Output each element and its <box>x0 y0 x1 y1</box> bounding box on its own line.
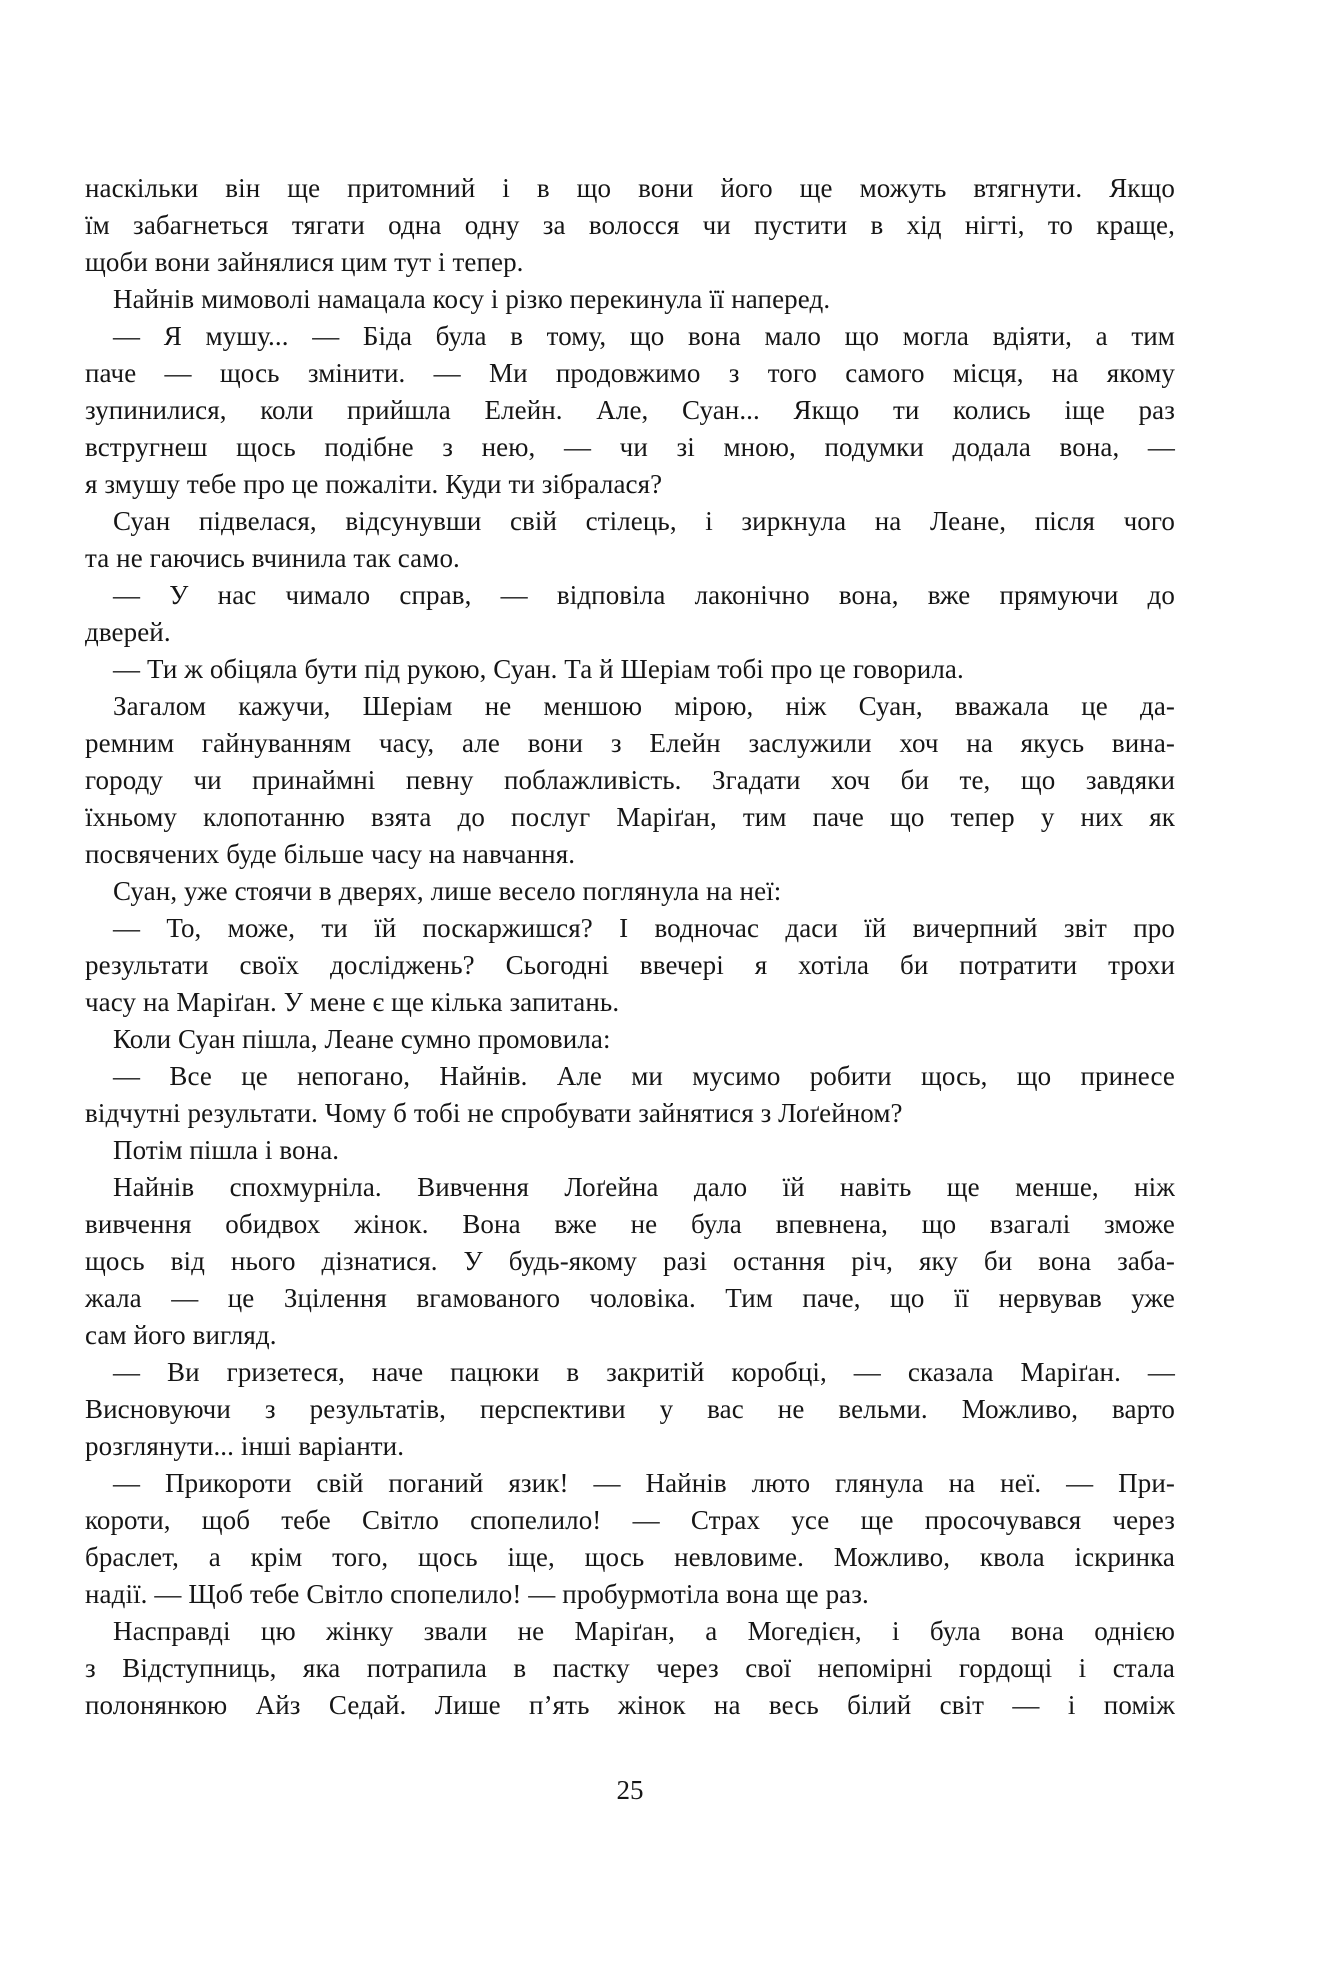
text-line: результати своїх досліджень? Сьогодні ввечері я хотіла би потратити трохи <box>85 950 1175 980</box>
text-line: часу на Маріґан. У мене є ще кілька запитань. <box>85 987 620 1017</box>
text-line: встругнеш щось подібне з нею, — чи зі мною, подумки додала вона, — <box>85 432 1175 462</box>
text-line: їхньому клопотанню взята до послуг Маріґан, тим паче що тепер у них як <box>85 802 1175 832</box>
text-line: — Я мушу... — Біда була в тому, що вона мало що могла вдіяти, а тим <box>113 321 1175 351</box>
text-line: ремним гайнуванням часу, але вони з Елейн заслужили хоч на якусь вина- <box>85 728 1175 758</box>
text-line: Найнів мимоволі намацала косу і різко перекинула її наперед. <box>113 284 831 314</box>
text-line: — То, може, ти їй поскаржишся? І водночас даси їй вичерпний звіт про <box>113 913 1175 943</box>
paragraph <box>85 1354 1175 1465</box>
text-line: розглянути... інші варіанти. <box>85 1431 405 1461</box>
text-line: відчутні результати. Чому б тобі не спробувати зайнятися з Лоґейном? <box>85 1098 903 1128</box>
text-line: — Все це непогано, Найнів. Але ми мусимо робити щось, що принесе <box>113 1061 1175 1091</box>
text-line: паче — щось змінити. — Ми продовжимо з того самого місця, на якому <box>85 358 1175 388</box>
text-line: зупинилися, коли прийшла Елейн. Але, Суан... Якщо ти колись іще раз <box>85 395 1175 425</box>
text-line: жала — це Зцілення вгамованого чоловіка. Тим паче, що її нервував уже <box>85 1283 1175 1313</box>
paragraph <box>85 1465 1175 1613</box>
text-line: — Прикороти свій поганий язик! — Найнів люто глянула на неї. — При- <box>113 1468 1175 1498</box>
paragraph <box>85 1613 1175 1724</box>
paragraph <box>85 1021 1175 1058</box>
text-line: наскільки він ще притомний і в що вони його ще можуть втягнути. Якщо <box>85 173 1175 203</box>
text-line: — Ти ж обіцяла бути під рукою, Суан. Та й Шеріам тобі про це говорила. <box>113 654 964 684</box>
paragraph <box>85 503 1175 577</box>
text-line: надії. — Щоб тебе Світло спопелило! — пробурмотіла вона ще раз. <box>85 1579 869 1609</box>
paragraph <box>85 910 1175 1021</box>
text-line: — У нас чимало справ, — відповіла лаконічно вона, вже прямуючи до <box>113 580 1175 610</box>
paragraph <box>85 170 1175 281</box>
text-line: щось від нього дізнатися. У будь-якому разі остання річ, яку би вона заба- <box>85 1246 1175 1276</box>
text-line: полонянкою Айз Седай. Лише п’ять жінок на весь білий світ — і поміж <box>85 1690 1175 1720</box>
paragraph <box>85 577 1175 651</box>
text-line: Потім пішла і вона. <box>113 1135 340 1165</box>
text-line: браслет, а крім того, щось іще, щось невловиме. Можливо, квола іскринка <box>85 1542 1175 1572</box>
text-line: щоби вони зайнялися цим тут і тепер. <box>85 247 524 277</box>
text-line: Суан підвелася, відсунувши свій стілець, і зиркнула на Леане, після чого <box>113 506 1175 536</box>
paragraph <box>85 1058 1175 1132</box>
text-line: я змушу тебе про це пожаліти. Куди ти зібралася? <box>85 469 663 499</box>
text-line: сам його вигляд. <box>85 1320 277 1350</box>
text-line: та не гаючись вчинила так само. <box>85 543 460 573</box>
text-line: городу чи принаймні певну поблажливість. Згадати хоч би те, що завдяки <box>85 765 1175 795</box>
text-line: дверей. <box>85 617 171 647</box>
text-line: їм забагнеться тягати одна одну за волосся чи пустити в хід нігті, то краще, <box>85 210 1175 240</box>
paragraph <box>85 1169 1175 1354</box>
paragraph <box>85 318 1175 503</box>
text-line: короти, щоб тебе Світло спопелило! — Страх усе ще просочувався через <box>85 1505 1175 1535</box>
text-line: з Відступниць, яка потрапила в пастку через свої непомірні гордощі і стала <box>85 1653 1175 1683</box>
paragraph <box>85 1132 1175 1169</box>
text-line: Коли Суан пішла, Леане сумно промовила: <box>113 1024 611 1054</box>
page-text-block <box>85 170 1175 1724</box>
text-line: Насправді цю жінку звали не Маріґан, а Могедієн, і була вона однією <box>113 1616 1175 1646</box>
paragraph <box>85 651 1175 688</box>
paragraph <box>85 873 1175 910</box>
page-number: 25 <box>616 1775 644 1805</box>
text-line: — Ви гризетеся, наче пацюки в закритій коробці, — сказала Маріґан. — <box>113 1357 1175 1387</box>
text-line: Висновуючи з результатів, перспективи у вас не вельми. Можливо, варто <box>85 1394 1175 1424</box>
text-line: Найнів спохмурніла. Вивчення Лоґейна дало їй навіть ще менше, ніж <box>113 1172 1175 1202</box>
paragraph <box>85 281 1175 318</box>
text-line: Загалом кажучи, Шеріам не меншою мірою, ніж Суан, вважала це да- <box>113 691 1175 721</box>
paragraph <box>85 688 1175 873</box>
text-line: посвячених буде більше часу на навчання. <box>85 839 576 869</box>
text-line: Суан, уже стоячи в дверях, лише весело поглянула на неї: <box>113 876 782 906</box>
text-line: вивчення обидвох жінок. Вона вже не була впевнена, що взагалі зможе <box>85 1209 1175 1239</box>
